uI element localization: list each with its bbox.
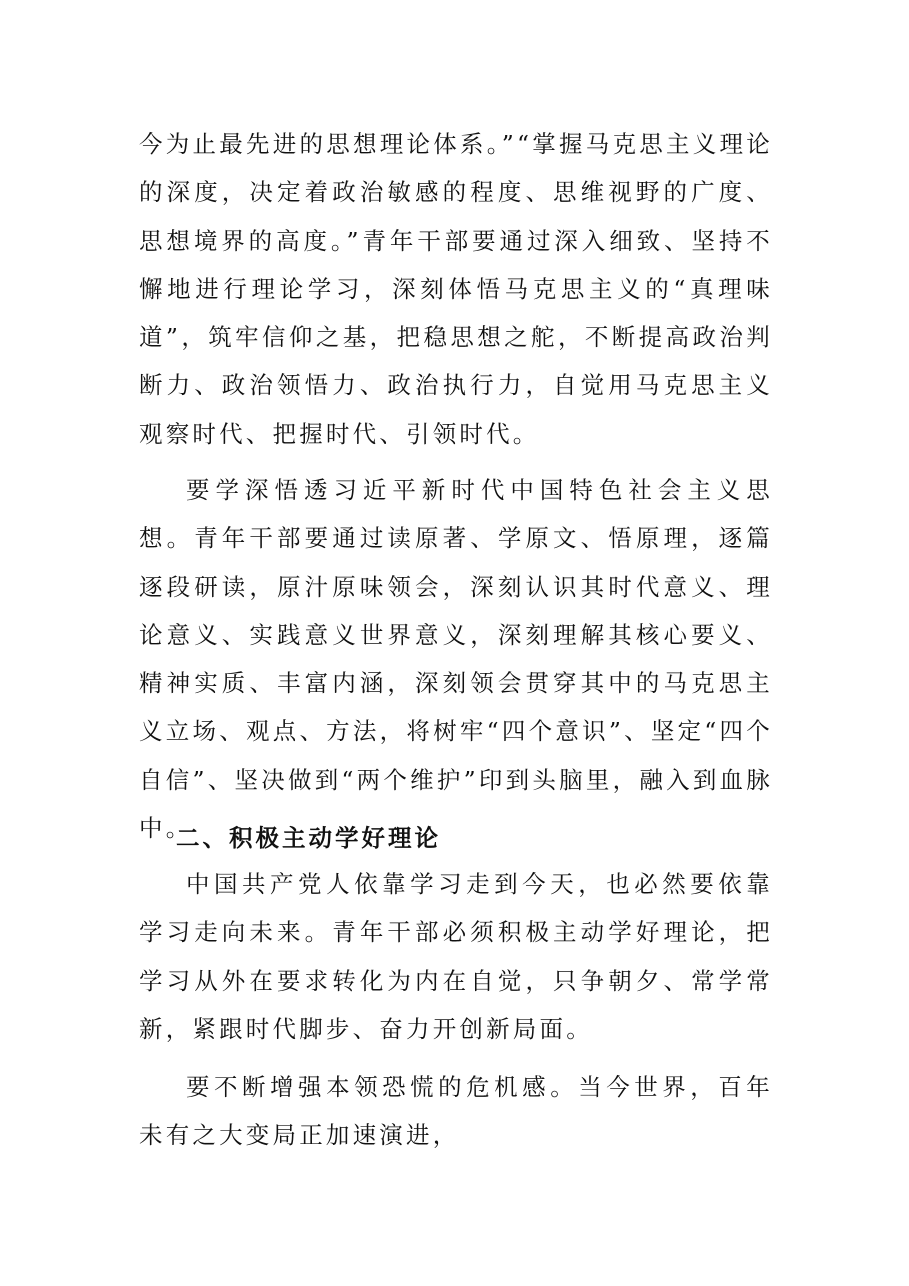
paragraph-text: 要学深悟透习近平新时代中国特色社会主义思想。青年干部要通过读原著、学原文、悟原理，逐篇逐段研读，原汁原味领会，深刻认识其时代意义、理论意义、实践意义世界意义，深刻理解其核心要义、精神实质、丰富内涵，深刻领会贯穿其中的马克思主义立场、观点、方法，将树牢“四个意识”、坚定“四个自信”、坚决做到“两个维护”印到头脑里，融入到血脉中。 [139,476,773,843]
section-heading: 二、积极主动学好理论 [176,824,441,852]
paragraph-continuation [139,120,773,458]
paragraph-study-thought [139,466,773,852]
paragraph-text: 今为止最先进的思想理论体系。”“掌握马克思主义理论的深度，决定着政治敏感的程度、思维视野的广度、思想境界的高度。”青年干部要通过深入细致、坚持不懈地进行理论学习，深刻体悟马克思主义的“真理味道”，筑牢信仰之基，把稳思想之舵，不断提高政治判断力、政治领悟力、政治执行力，自觉用马克思主义观察时代、把握时代、引领时代。 [139,130,773,448]
paragraph-learning-theory [139,860,773,1053]
paragraph-crisis-awareness [139,1063,773,1160]
paragraph-text: 要不断增强本领恐慌的危机感。当今世界，百年未有之大变局正加速演进， [139,1073,773,1150]
paragraph-text: 中国共产党人依靠学习走到今天，也必然要依靠学习走向未来。青年干部必须积极主动学好理论，把学习从外在要求转化为内在自觉，只争朝夕、常学常新，紧跟时代脚步、奋力开创新局面。 [139,870,773,1043]
